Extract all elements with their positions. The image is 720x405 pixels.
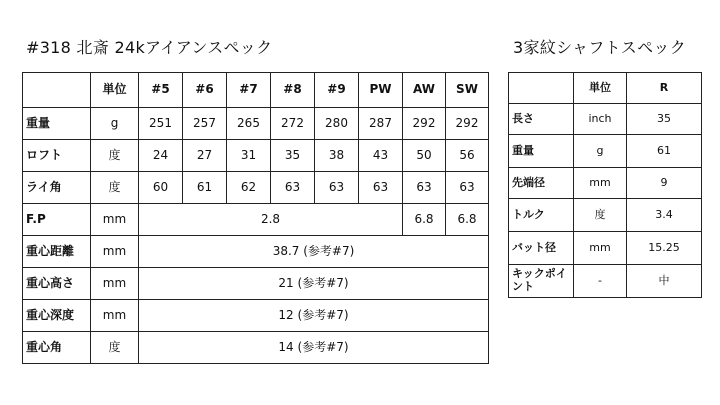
merged-value: 21 (参考#7) bbox=[139, 268, 489, 300]
merged-value: 38.7 (参考#7) bbox=[139, 236, 489, 268]
header-row bbox=[23, 73, 489, 108]
header-aw: AW bbox=[403, 73, 446, 108]
unit-cell: mm bbox=[91, 268, 139, 300]
row-label: F.P bbox=[23, 204, 91, 236]
row-label: トルク bbox=[509, 199, 574, 232]
value-cell: 287 bbox=[359, 108, 403, 140]
row-label: 先端径 bbox=[509, 168, 574, 199]
cg-angle-row bbox=[23, 332, 489, 364]
row-label: 重心距離 bbox=[23, 236, 91, 268]
value-cell: 61 bbox=[627, 135, 702, 168]
row-label: バット径 bbox=[509, 232, 574, 265]
cg-depth-row bbox=[23, 300, 489, 332]
unit-cell: g bbox=[574, 135, 627, 168]
fp-shared-value: 2.8 bbox=[139, 204, 403, 236]
header-pw: PW bbox=[359, 73, 403, 108]
value-cell: 280 bbox=[315, 108, 359, 140]
unit-cell: mm bbox=[574, 232, 627, 265]
value-cell: 63 bbox=[403, 172, 446, 204]
fp-row bbox=[23, 204, 489, 236]
row-label: 重心高さ bbox=[23, 268, 91, 300]
unit-cell: - bbox=[574, 265, 627, 298]
shaft-length-row bbox=[509, 104, 702, 135]
header-unit: 単位 bbox=[91, 73, 139, 108]
value-cell: 63 bbox=[359, 172, 403, 204]
row-label: 重量 bbox=[509, 135, 574, 168]
unit-cell: 度 bbox=[574, 199, 627, 232]
value-cell: 43 bbox=[359, 140, 403, 172]
value-cell: 27 bbox=[183, 140, 227, 172]
corner-cell bbox=[23, 73, 91, 108]
unit-cell: mm bbox=[91, 204, 139, 236]
header-7: #7 bbox=[227, 73, 271, 108]
value-cell: 31 bbox=[227, 140, 271, 172]
unit-cell: mm bbox=[574, 168, 627, 199]
unit-cell: mm bbox=[91, 300, 139, 332]
shaft-header-row bbox=[509, 73, 702, 104]
value-cell: 50 bbox=[403, 140, 446, 172]
merged-value: 14 (参考#7) bbox=[139, 332, 489, 364]
unit-cell: 度 bbox=[91, 332, 139, 364]
lie-angle-row bbox=[23, 172, 489, 204]
header-5: #5 bbox=[139, 73, 183, 108]
unit-cell: inch bbox=[574, 104, 627, 135]
loft-row bbox=[23, 140, 489, 172]
shaft-tip-row bbox=[509, 168, 702, 199]
shaft-torque-row bbox=[509, 199, 702, 232]
value-cell: 292 bbox=[403, 108, 446, 140]
unit-cell: 度 bbox=[91, 140, 139, 172]
value-cell: 61 bbox=[183, 172, 227, 204]
value-cell: 265 bbox=[227, 108, 271, 140]
value-cell: 63 bbox=[315, 172, 359, 204]
shaft-header-flex: R bbox=[627, 73, 702, 104]
value-cell: 257 bbox=[183, 108, 227, 140]
row-label: 重量 bbox=[23, 108, 91, 140]
merged-value: 12 (参考#7) bbox=[139, 300, 489, 332]
value-cell: 251 bbox=[139, 108, 183, 140]
cg-distance-row bbox=[23, 236, 489, 268]
iron-spec-table bbox=[22, 72, 489, 364]
value-cell: 292 bbox=[446, 108, 489, 140]
unit-cell: 度 bbox=[91, 172, 139, 204]
unit-cell: g bbox=[91, 108, 139, 140]
value-cell: 63 bbox=[446, 172, 489, 204]
fp-sw-value: 6.8 bbox=[446, 204, 489, 236]
value-cell: 15.25 bbox=[627, 232, 702, 265]
shaft-kickpoint-row bbox=[509, 265, 702, 298]
row-label: 長さ bbox=[509, 104, 574, 135]
corner-cell bbox=[509, 73, 574, 104]
shaft-spec-table bbox=[508, 72, 702, 298]
header-8: #8 bbox=[271, 73, 315, 108]
value-cell: 63 bbox=[271, 172, 315, 204]
header-sw: SW bbox=[446, 73, 489, 108]
shaft-weight-row bbox=[509, 135, 702, 168]
shaft-spec-title: 3家紋シャフトスペック bbox=[513, 38, 686, 57]
row-label: ライ角 bbox=[23, 172, 91, 204]
value-cell: 24 bbox=[139, 140, 183, 172]
header-9: #9 bbox=[315, 73, 359, 108]
row-label: 重心角 bbox=[23, 332, 91, 364]
weight-row bbox=[23, 108, 489, 140]
shaft-header-unit: 単位 bbox=[574, 73, 627, 104]
value-cell: 62 bbox=[227, 172, 271, 204]
unit-cell: mm bbox=[91, 236, 139, 268]
value-cell: 中 bbox=[627, 265, 702, 298]
fp-aw-value: 6.8 bbox=[403, 204, 446, 236]
iron-spec-title: #318 北斎 24kアイアンスペック bbox=[26, 38, 273, 57]
value-cell: 38 bbox=[315, 140, 359, 172]
value-cell: 35 bbox=[627, 104, 702, 135]
shaft-butt-row bbox=[509, 232, 702, 265]
value-cell: 9 bbox=[627, 168, 702, 199]
row-label: ロフト bbox=[23, 140, 91, 172]
row-label: 重心深度 bbox=[23, 300, 91, 332]
value-cell: 60 bbox=[139, 172, 183, 204]
header-6: #6 bbox=[183, 73, 227, 108]
cg-height-row bbox=[23, 268, 489, 300]
value-cell: 3.4 bbox=[627, 199, 702, 232]
value-cell: 56 bbox=[446, 140, 489, 172]
row-label: キックポイント bbox=[509, 265, 574, 298]
value-cell: 35 bbox=[271, 140, 315, 172]
value-cell: 272 bbox=[271, 108, 315, 140]
